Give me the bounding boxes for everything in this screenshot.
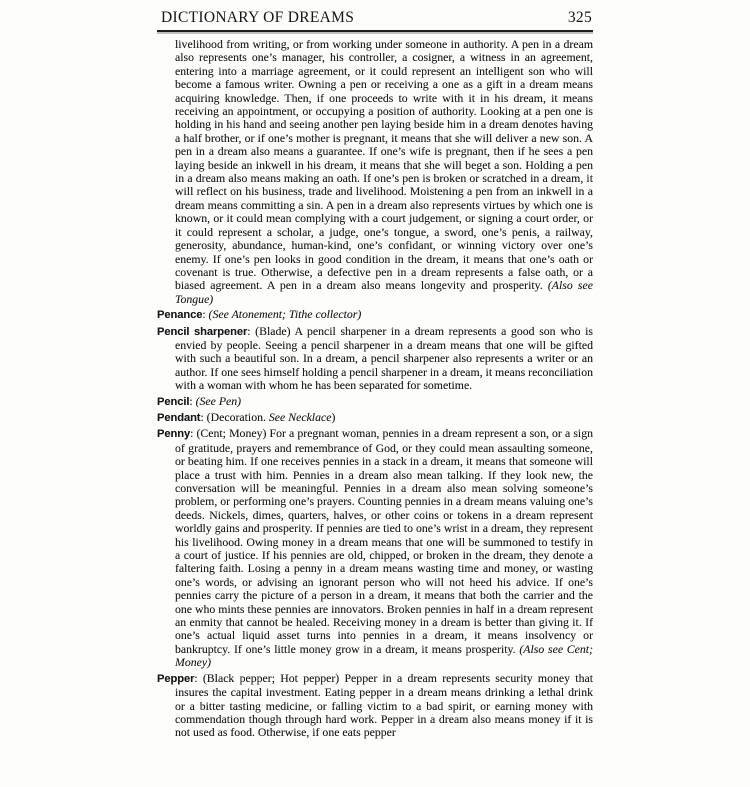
entry-headword: Pepper bbox=[157, 672, 195, 685]
entry-crossref: (See Atonement; Tithe collector) bbox=[205, 307, 362, 322]
entry-pen-continuation bbox=[157, 38, 593, 306]
entry-pencil-sharpener bbox=[157, 325, 593, 393]
dictionary-body bbox=[157, 38, 593, 740]
entry-text: (Black pepper; Hot pepper) Pepper in a dream represents security money that insures the capital investment. Eating pepper in a dream means drinking a lethal drink or a bitter tasting medicine, or falling victim to a bad spirit, or earning money with commendation though through hard work. Pepper in a dream also means money if it is not used as food. Otherwise, if one eats pepper bbox=[175, 670, 593, 740]
entry-crossref: (Also see Cent; Money) bbox=[175, 641, 594, 670]
entry-pepper bbox=[157, 672, 593, 740]
entry-crossref: (Also see Tongue) bbox=[175, 278, 593, 306]
entry-headword: Penance bbox=[157, 309, 203, 322]
headword-colon: : bbox=[194, 670, 198, 685]
entry-headword: Pencil sharpener bbox=[157, 325, 248, 338]
entry-crossref: See Necklace bbox=[268, 409, 332, 424]
entry-headword: Pencil bbox=[157, 395, 190, 408]
page-title: DICTIONARY OF DREAMS bbox=[161, 9, 355, 26]
entry-text: livelihood from writing, or from working under someone in authority. A pen in a dream also represents one’s manager, his controller, a cosigner, a witness in an agreement, entering into a marriage agreement, or it could represent an intelligent son who will become a famous writer. Owning a pen or receiving a one as a gift in a dream means acquiring knowledge. Then, if one proceeds to write with it in his dream, it means receiving an appointment, or occupying a position of authority. Looking at a pen one is holding in his hand and seeing another pen laying beside him in a dream denotes having a half brother, or if one’s mother is pregnant, it means that she will deliver a new son. A pen in a dream also means a guarantee. If one’s wife is pregnant, then if he sees a pen laying beside an inkwell in his dream, it means that she will beget a son. Holding a pen in a dream also means making an oath. If one’s pen is broken or scratched in a dream, it will reflect on his business, trade and livelihood. Moistening a pen from an inkwell in a dream means committing a sin. A pen in a dream also represents virtues by which one is known, or it could mean complying with a court judgement, or signing a court order, or it could represent a scholar, a judge, one’s tongue, a sword, one’s penis, a railway, generosity, abundance, human-kind, one’s confidant, or winning victory over one’s enemy. If one’s pen looks in good condition in the dream, it means that one’s oath or covenant is true. Otherwise, a defective pen in a dream represents a false oath, or a biased agreement. A pen in a dream also means longevity and prosperity. bbox=[175, 37, 593, 293]
entry-text: ) bbox=[331, 409, 336, 424]
headword-colon: : bbox=[190, 426, 194, 441]
entry-headword: Pendant bbox=[157, 411, 201, 424]
page-content bbox=[157, 9, 593, 740]
page-number: 325 bbox=[567, 9, 592, 26]
headword-colon: : bbox=[202, 307, 206, 322]
entry-pencil bbox=[157, 395, 593, 409]
headword-colon: : bbox=[247, 323, 251, 338]
entry-text: (Decoration. bbox=[203, 409, 269, 424]
entry-penny bbox=[157, 427, 593, 669]
header-rule bbox=[157, 30, 593, 34]
entry-crossref: (See Pen) bbox=[192, 393, 242, 408]
headword-colon: : bbox=[189, 393, 193, 408]
entry-headword: Penny bbox=[157, 428, 191, 441]
headword-colon: : bbox=[200, 409, 204, 424]
entry-text: (Cent; Money) For a pregnant woman, pennies in a dream represent a son, or a sign of gratitude, prayers and remembrance of God, or they could mean assaulting someone, or beating him. If one receives pennies in a stack in a dream, it means that someone will place a trust with him. Pennies in a dream also mean talking. If they look new, the conversation will be meaningful. Pennies in a dream also mean solving someone’s problem, or performing one’s prayers. Counting pennies in a dream means valuing one’s deeds. Nickels, dimes, quarters, halves, or other coins or tokens in a dream represent worldly gains and prosperity. If pennies are tied to one’s wrist in a dream, they represent his livelihood. Owing money in a dream means that one will be summoned to testify in a court of justice. If his pennies are old, chipped, or broken in the dream, they denote a faltering faith. Losing a penny in a dream means wasting time and money, or wasting one’s words, or advising an ignorant person who will not heed his advice. If one’s pennies carry the picture of a person in a dream, it means that both the carrier and the one who mints these pennies are innovators. Broken pennies in half in a dream represent an enmity that cannot be healed. Receiving money in a dream is better than giving it. If one’s actual liquid asset turns into pennies in a dream, it means insolvency or bankruptcy. If one’s little money grow in a dream, it means prosperity. bbox=[175, 426, 593, 656]
running-header bbox=[157, 9, 593, 30]
entry-text: (Blade) A pencil sharpener in a dream represents a good son who is envied by people. Seeing a pencil sharpener in a dream means that one will be gifted with such a beautiful son. In a dream, a pencil sharpener also represents a writer or an author. If one sees himself holding a pencil sharpener in a dream, it means reconciliation with a woman with whom he has been separated for sometime. bbox=[175, 323, 594, 393]
entry-penance bbox=[157, 308, 593, 322]
entry-pendant bbox=[157, 411, 593, 425]
